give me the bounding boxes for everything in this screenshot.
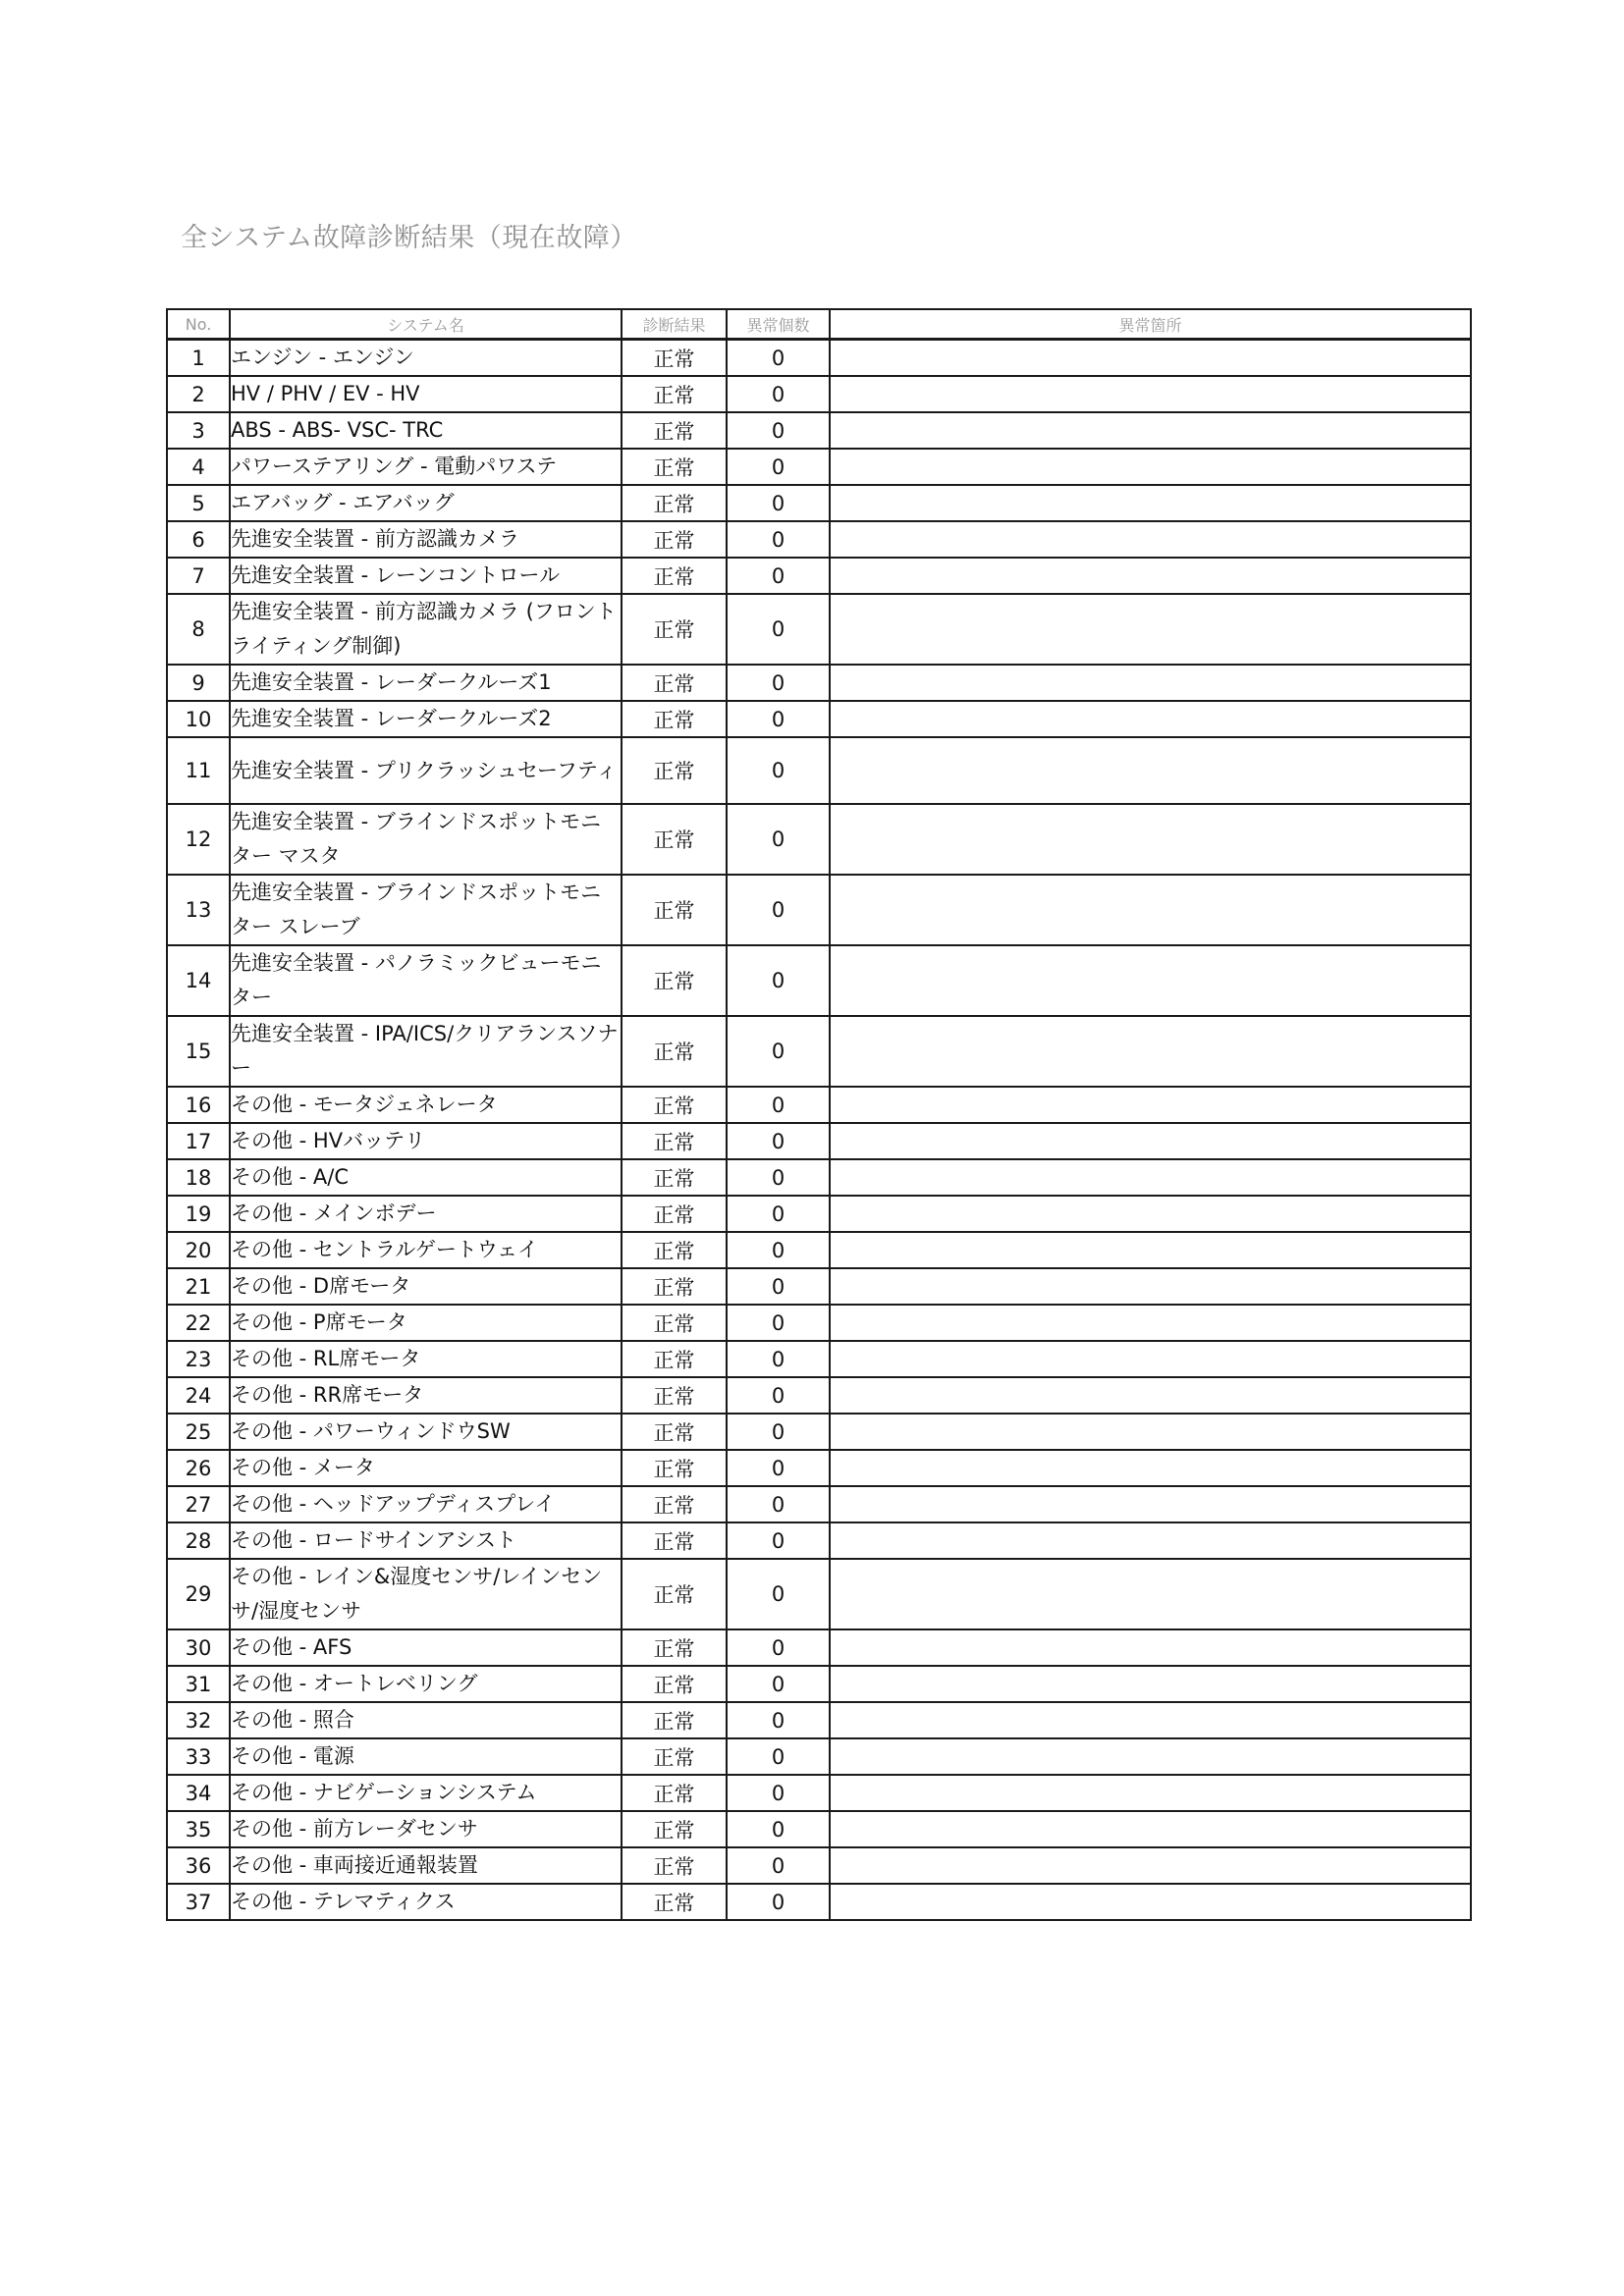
- table-row: [167, 449, 1471, 485]
- row-result: 正常: [622, 1811, 727, 1847]
- row-system-name: パワーステアリング - 電動パワステ: [230, 449, 622, 485]
- row-error-location: [830, 1847, 1471, 1884]
- row-no: 22: [167, 1305, 230, 1341]
- row-no: 33: [167, 1738, 230, 1775]
- row-result: 正常: [622, 1486, 727, 1522]
- table-row: [167, 737, 1471, 804]
- table-row: [167, 1559, 1471, 1629]
- row-error-count: 0: [727, 1377, 830, 1414]
- row-error-count: 0: [727, 340, 830, 377]
- row-error-count: 0: [727, 1884, 830, 1920]
- row-system-name: 先進安全装置 - プリクラッシュセーフティ: [230, 737, 622, 804]
- row-result: 正常: [622, 804, 727, 875]
- table-row: [167, 1232, 1471, 1268]
- row-result: 正常: [622, 1377, 727, 1414]
- row-no: 12: [167, 804, 230, 875]
- row-system-name: 先進安全装置 - IPA/ICS/クリアランスソナー: [230, 1016, 622, 1087]
- table-row: [167, 1522, 1471, 1559]
- row-error-location: [830, 1738, 1471, 1775]
- row-result: 正常: [622, 521, 727, 558]
- row-error-count: 0: [727, 1305, 830, 1341]
- row-system-name: その他 - ヘッドアップディスプレイ: [230, 1486, 622, 1522]
- row-result: 正常: [622, 1884, 727, 1920]
- row-result: 正常: [622, 376, 727, 412]
- row-error-count: 0: [727, 1450, 830, 1486]
- row-no: 15: [167, 1016, 230, 1087]
- row-no: 35: [167, 1811, 230, 1847]
- table-row: [167, 1847, 1471, 1884]
- row-error-location: [830, 1629, 1471, 1666]
- row-system-name: その他 - AFS: [230, 1629, 622, 1666]
- row-no: 28: [167, 1522, 230, 1559]
- table-row: [167, 701, 1471, 737]
- table-row: [167, 1738, 1471, 1775]
- table-row: [167, 1450, 1471, 1486]
- row-system-name: 先進安全装置 - 前方認識カメラ: [230, 521, 622, 558]
- row-system-name: その他 - メータ: [230, 1450, 622, 1486]
- row-no: 30: [167, 1629, 230, 1666]
- row-no: 32: [167, 1702, 230, 1738]
- row-system-name: 先進安全装置 - ブラインドスポットモニター スレーブ: [230, 875, 622, 945]
- column-header-location: 異常箇所: [830, 309, 1471, 340]
- row-system-name: HV / PHV / EV - HV: [230, 376, 622, 412]
- row-result: 正常: [622, 449, 727, 485]
- row-no: 9: [167, 665, 230, 701]
- row-result: 正常: [622, 1775, 727, 1811]
- row-system-name: その他 - パワーウィンドウSW: [230, 1414, 622, 1450]
- row-error-count: 0: [727, 376, 830, 412]
- row-no: 14: [167, 945, 230, 1016]
- row-system-name: その他 - D席モータ: [230, 1268, 622, 1305]
- row-error-location: [830, 1159, 1471, 1196]
- row-error-count: 0: [727, 1341, 830, 1377]
- table-row: [167, 875, 1471, 945]
- row-error-count: 0: [727, 1268, 830, 1305]
- row-error-location: [830, 1666, 1471, 1702]
- row-no: 5: [167, 485, 230, 521]
- row-system-name: その他 - オートレベリング: [230, 1666, 622, 1702]
- row-error-location: [830, 1702, 1471, 1738]
- row-result: 正常: [622, 558, 727, 594]
- diagnosis-table: [166, 308, 1472, 1921]
- row-no: 36: [167, 1847, 230, 1884]
- table-row: [167, 412, 1471, 449]
- row-system-name: その他 - メインボデー: [230, 1196, 622, 1232]
- row-no: 31: [167, 1666, 230, 1702]
- row-error-count: 0: [727, 1702, 830, 1738]
- row-error-count: 0: [727, 1159, 830, 1196]
- row-result: 正常: [622, 1087, 727, 1123]
- row-result: 正常: [622, 1738, 727, 1775]
- row-error-count: 0: [727, 412, 830, 449]
- table-row: [167, 1305, 1471, 1341]
- table-row: [167, 1414, 1471, 1450]
- row-result: 正常: [622, 737, 727, 804]
- row-no: 20: [167, 1232, 230, 1268]
- row-error-count: 0: [727, 1232, 830, 1268]
- row-error-location: [830, 665, 1471, 701]
- column-header-system: システム名: [230, 309, 622, 340]
- row-result: 正常: [622, 1159, 727, 1196]
- table-row: [167, 1486, 1471, 1522]
- table-row: [167, 1775, 1471, 1811]
- row-no: 1: [167, 340, 230, 377]
- row-system-name: 先進安全装置 - レーダークルーズ1: [230, 665, 622, 701]
- row-no: 10: [167, 701, 230, 737]
- row-error-location: [830, 594, 1471, 665]
- row-no: 19: [167, 1196, 230, 1232]
- row-no: 37: [167, 1884, 230, 1920]
- row-result: 正常: [622, 1702, 727, 1738]
- row-error-count: 0: [727, 1559, 830, 1629]
- row-error-count: 0: [727, 1666, 830, 1702]
- row-error-count: 0: [727, 485, 830, 521]
- row-error-location: [830, 1087, 1471, 1123]
- row-error-count: 0: [727, 1123, 830, 1159]
- row-system-name: エンジン - エンジン: [230, 340, 622, 377]
- row-no: 13: [167, 875, 230, 945]
- row-error-count: 0: [727, 665, 830, 701]
- row-error-location: [830, 1377, 1471, 1414]
- row-result: 正常: [622, 875, 727, 945]
- row-error-location: [830, 412, 1471, 449]
- row-error-count: 0: [727, 737, 830, 804]
- row-result: 正常: [622, 1414, 727, 1450]
- row-error-count: 0: [727, 1847, 830, 1884]
- row-no: 3: [167, 412, 230, 449]
- row-no: 34: [167, 1775, 230, 1811]
- table-row: [167, 1196, 1471, 1232]
- row-result: 正常: [622, 1559, 727, 1629]
- table-row: [167, 594, 1471, 665]
- table-row: [167, 1016, 1471, 1087]
- row-no: 24: [167, 1377, 230, 1414]
- row-system-name: その他 - P席モータ: [230, 1305, 622, 1341]
- row-no: 2: [167, 376, 230, 412]
- row-no: 18: [167, 1159, 230, 1196]
- row-result: 正常: [622, 485, 727, 521]
- row-system-name: その他 - RR席モータ: [230, 1377, 622, 1414]
- table-row: [167, 1377, 1471, 1414]
- row-error-count: 0: [727, 1016, 830, 1087]
- row-system-name: その他 - セントラルゲートウェイ: [230, 1232, 622, 1268]
- column-header-no: No.: [167, 309, 230, 340]
- table-row: [167, 376, 1471, 412]
- row-system-name: 先進安全装置 - レーンコントロール: [230, 558, 622, 594]
- column-header-count: 異常個数: [727, 309, 830, 340]
- row-system-name: 先進安全装置 - ブラインドスポットモニター マスタ: [230, 804, 622, 875]
- row-no: 8: [167, 594, 230, 665]
- row-error-count: 0: [727, 1196, 830, 1232]
- row-error-location: [830, 376, 1471, 412]
- row-error-location: [830, 449, 1471, 485]
- row-result: 正常: [622, 701, 727, 737]
- row-no: 16: [167, 1087, 230, 1123]
- row-result: 正常: [622, 1305, 727, 1341]
- table-row: [167, 521, 1471, 558]
- row-result: 正常: [622, 1522, 727, 1559]
- table-row: [167, 1087, 1471, 1123]
- table-row: [167, 340, 1471, 377]
- row-no: 29: [167, 1559, 230, 1629]
- table-row: [167, 1666, 1471, 1702]
- row-result: 正常: [622, 1016, 727, 1087]
- row-error-location: [830, 521, 1471, 558]
- row-system-name: その他 - HVバッテリ: [230, 1123, 622, 1159]
- table-row: [167, 558, 1471, 594]
- row-error-location: [830, 1811, 1471, 1847]
- row-error-location: [830, 1341, 1471, 1377]
- row-system-name: 先進安全装置 - パノラミックビューモニター: [230, 945, 622, 1016]
- row-error-location: [830, 1305, 1471, 1341]
- row-error-location: [830, 1559, 1471, 1629]
- page-title: 全システム故障診断結果（現在故障）: [181, 223, 637, 253]
- table-row: [167, 1702, 1471, 1738]
- table-row: [167, 1341, 1471, 1377]
- row-result: 正常: [622, 1666, 727, 1702]
- row-error-count: 0: [727, 1811, 830, 1847]
- row-error-count: 0: [727, 1087, 830, 1123]
- row-result: 正常: [622, 340, 727, 377]
- row-error-location: [830, 1884, 1471, 1920]
- row-error-location: [830, 1414, 1471, 1450]
- row-error-location: [830, 340, 1471, 377]
- row-error-count: 0: [727, 1486, 830, 1522]
- row-system-name: その他 - ナビゲーションシステム: [230, 1775, 622, 1811]
- table-row: [167, 1123, 1471, 1159]
- row-result: 正常: [622, 412, 727, 449]
- row-result: 正常: [622, 1629, 727, 1666]
- row-no: 27: [167, 1486, 230, 1522]
- row-error-location: [830, 1450, 1471, 1486]
- row-system-name: その他 - ロードサインアシスト: [230, 1522, 622, 1559]
- row-error-location: [830, 1268, 1471, 1305]
- row-error-location: [830, 1196, 1471, 1232]
- row-error-location: [830, 1232, 1471, 1268]
- row-error-count: 0: [727, 1414, 830, 1450]
- table-row: [167, 1811, 1471, 1847]
- row-error-location: [830, 1522, 1471, 1559]
- row-error-location: [830, 1123, 1471, 1159]
- row-error-location: [830, 875, 1471, 945]
- row-system-name: その他 - レイン&湿度センサ/レインセンサ/湿度センサ: [230, 1559, 622, 1629]
- row-system-name: その他 - A/C: [230, 1159, 622, 1196]
- row-error-count: 0: [727, 449, 830, 485]
- row-system-name: その他 - 電源: [230, 1738, 622, 1775]
- row-error-count: 0: [727, 1738, 830, 1775]
- table-row: [167, 1629, 1471, 1666]
- row-system-name: その他 - モータジェネレータ: [230, 1087, 622, 1123]
- table-row: [167, 485, 1471, 521]
- row-system-name: その他 - RL席モータ: [230, 1341, 622, 1377]
- column-header-result: 診断結果: [622, 309, 727, 340]
- row-result: 正常: [622, 1341, 727, 1377]
- row-error-count: 0: [727, 521, 830, 558]
- row-result: 正常: [622, 1847, 727, 1884]
- table-row: [167, 1268, 1471, 1305]
- row-no: 21: [167, 1268, 230, 1305]
- row-error-location: [830, 558, 1471, 594]
- row-error-location: [830, 804, 1471, 875]
- row-result: 正常: [622, 1450, 727, 1486]
- row-system-name: ABS - ABS- VSC- TRC: [230, 412, 622, 449]
- table-row: [167, 945, 1471, 1016]
- row-result: 正常: [622, 1268, 727, 1305]
- row-result: 正常: [622, 945, 727, 1016]
- row-no: 4: [167, 449, 230, 485]
- row-system-name: 先進安全装置 - レーダークルーズ2: [230, 701, 622, 737]
- row-result: 正常: [622, 1232, 727, 1268]
- table-row: [167, 665, 1471, 701]
- row-error-count: 0: [727, 594, 830, 665]
- row-no: 17: [167, 1123, 230, 1159]
- row-no: 23: [167, 1341, 230, 1377]
- row-error-location: [830, 1016, 1471, 1087]
- row-no: 6: [167, 521, 230, 558]
- row-no: 26: [167, 1450, 230, 1486]
- row-no: 7: [167, 558, 230, 594]
- row-error-location: [830, 1775, 1471, 1811]
- row-no: 11: [167, 737, 230, 804]
- row-result: 正常: [622, 1196, 727, 1232]
- row-error-count: 0: [727, 1629, 830, 1666]
- row-error-location: [830, 737, 1471, 804]
- row-error-count: 0: [727, 804, 830, 875]
- table-row: [167, 804, 1471, 875]
- row-system-name: その他 - 照合: [230, 1702, 622, 1738]
- row-no: 25: [167, 1414, 230, 1450]
- row-system-name: その他 - 前方レーダセンサ: [230, 1811, 622, 1847]
- row-error-count: 0: [727, 558, 830, 594]
- row-error-location: [830, 485, 1471, 521]
- row-error-location: [830, 701, 1471, 737]
- row-system-name: エアバッグ - エアバッグ: [230, 485, 622, 521]
- table-row: [167, 1159, 1471, 1196]
- row-error-count: 0: [727, 701, 830, 737]
- row-result: 正常: [622, 665, 727, 701]
- row-system-name: その他 - テレマティクス: [230, 1884, 622, 1920]
- row-error-count: 0: [727, 1775, 830, 1811]
- row-error-count: 0: [727, 875, 830, 945]
- table-row: [167, 1884, 1471, 1920]
- table-header-row: [167, 309, 1471, 340]
- row-error-location: [830, 945, 1471, 1016]
- row-result: 正常: [622, 594, 727, 665]
- row-error-count: 0: [727, 1522, 830, 1559]
- row-error-location: [830, 1486, 1471, 1522]
- row-system-name: その他 - 車両接近通報装置: [230, 1847, 622, 1884]
- row-system-name: 先進安全装置 - 前方認識カメラ (フロントライティング制御): [230, 594, 622, 665]
- row-result: 正常: [622, 1123, 727, 1159]
- row-error-count: 0: [727, 945, 830, 1016]
